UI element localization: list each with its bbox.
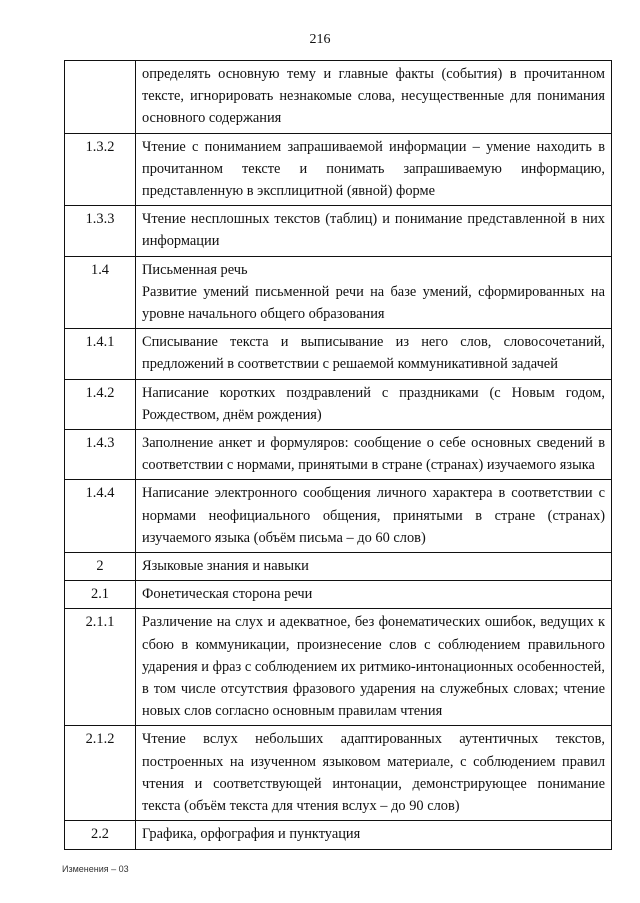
section-description [136,581,612,609]
description-paragraph: Языковые знания и навыки [142,558,309,575]
table-row [65,61,612,134]
description-paragraph: Чтение несплошных текстов (таблиц) и понимание представленной в них информации [142,211,605,250]
section-number: 2 [65,553,136,581]
section-number [65,61,136,134]
section-number: 2.1 [65,581,136,609]
description-paragraph: Фонетическая сторона речи [142,586,313,603]
description-paragraph: Письменная речь [142,261,248,278]
table-row [65,581,612,609]
description-paragraph: Написание электронного сообщения личного характера в соответствии с нормами неофициального общения, принятыми в стране (странах) изучаемого языка (объём письма – до 60 слов) [142,485,605,546]
section-description [136,61,612,134]
section-number: 1.4.1 [65,329,136,379]
section-description [136,133,612,206]
section-description [136,256,612,329]
section-description [136,430,612,480]
section-description [136,821,612,849]
table-row [65,480,612,553]
description-paragraph: Написание коротких поздравлений с праздниками (с Новым годом, Рождеством, днём рождения) [142,384,605,423]
table-row [65,133,612,206]
footer-revision-note: Изменения – 03 [62,864,129,874]
table-row [65,430,612,480]
table-row [65,329,612,379]
table-row [65,553,612,581]
table-row [65,726,612,821]
description-paragraph: Развитие умений письменной речи на базе умений, сформированных на уровне начального общего образования [142,283,605,323]
section-description [136,480,612,553]
table-row [65,206,612,256]
section-number: 1.4.4 [65,480,136,553]
description-paragraph: Чтение вслух небольших адаптированных аутентичных текстов, построенных на изученном языковом материале, с соблюдением правил чтения и соответствующей интонации, демонстрирующее понимание текста (объём текста для чтения вслух – до 90 слов) [142,731,605,815]
section-number: 1.3.3 [65,206,136,256]
curriculum-table [64,60,612,850]
table-body [65,61,612,850]
description-paragraph: Заполнение анкет и формуляров: сообщение о себе основных сведений в соответствии с нормами, принятыми в стране (странах) изучаемого языка [142,435,605,474]
table-row [65,609,612,726]
description-paragraph: Различение на слух и адекватное, без фонематических ошибок, ведущих к сбою в коммуникации, произнесение слов с соблюдением правильного ударения и фраз с соблюдением их ритмико-интонационных особенностей, в том числе отсутствия фразового ударения на служебных словах; чтение новых слов согласно основным правилам чтения [142,614,605,720]
description-paragraph: Графика, орфография и пунктуация [142,826,361,843]
section-number: 1.4.2 [65,379,136,429]
table-row [65,379,612,429]
description-paragraph: Чтение с пониманием запрашиваемой информации – умение находить в прочитанном тексте и понимать запрашиваемую информацию, представленную в эксплицитной (явной) форме [142,138,605,200]
description-paragraph: Списывание текста и выписывание из него слов, словосочетаний, предложений в соответствии с решаемой коммуникативной задачей [142,334,605,373]
section-number: 2.2 [65,821,136,849]
section-number: 1.4 [65,256,136,329]
section-description [136,609,612,726]
section-description [136,329,612,379]
section-number: 2.1.2 [65,726,136,821]
section-description [136,726,612,821]
table-row [65,821,612,849]
section-description [136,206,612,256]
page-number: 216 [309,32,331,47]
section-description [136,379,612,429]
table-row [65,256,612,329]
section-number: 1.4.3 [65,430,136,480]
section-number: 1.3.2 [65,133,136,206]
description-paragraph: определять основную тему и главные факты (события) в прочитанном тексте, игнорировать незнакомые слова, несущественные для понимания основного содержания [142,66,605,127]
section-description [136,553,612,581]
section-number: 2.1.1 [65,609,136,726]
